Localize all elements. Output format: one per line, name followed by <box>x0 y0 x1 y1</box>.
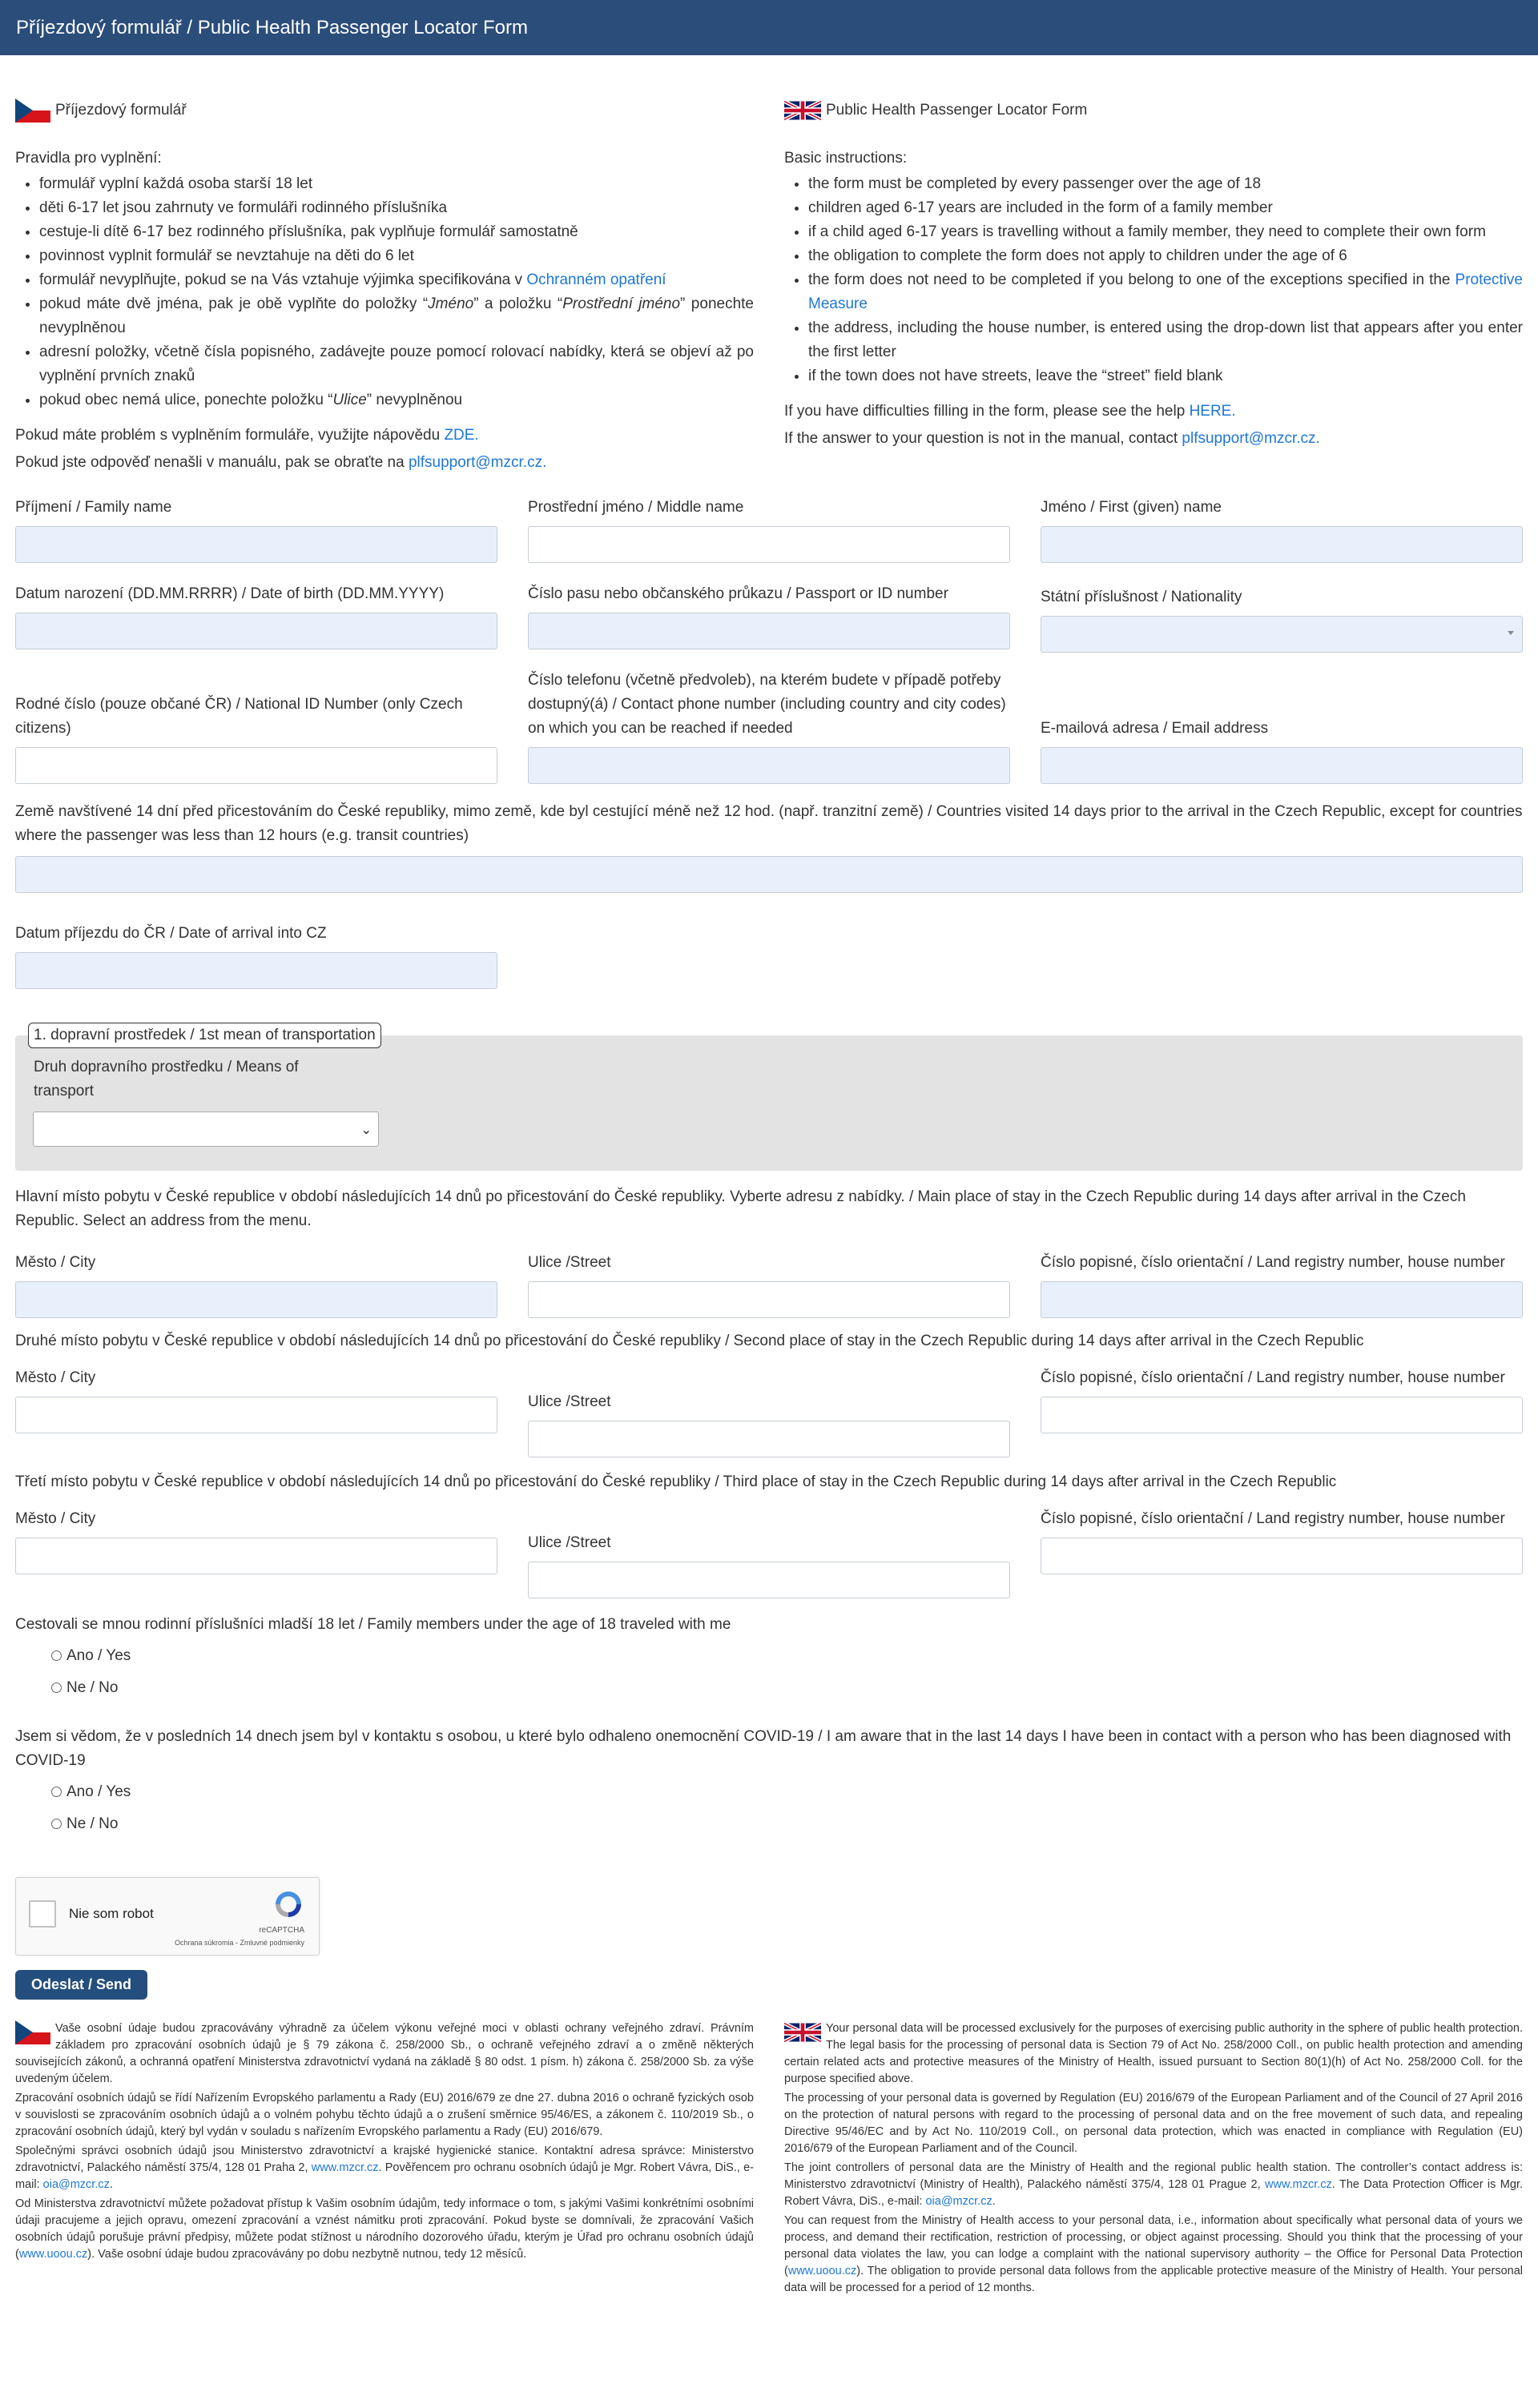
countries-label: Země navštívené 14 dní před přicestováním do České republiky, mimo země, kde byl cestující méně než 12 hod. (např. tranzitní země) / Countries visited 14 days prior to the arrival in the Czech Republic, except for countries where the passenger was less than 12 hours (e.g. transit countries) <box>15 803 1523 844</box>
uoou-link-en[interactable]: www.uoou.cz <box>787 2265 857 2277</box>
list-item: • adresní položky, včetně čísla popisného, zadávejte pouze pomocí rolovací nabídky, která se objeví až po vyplnění prvních znaků <box>39 340 754 388</box>
protective-measure-link-en[interactable]: Protective Measure <box>808 271 1523 312</box>
national-id-label: Rodné číslo (pouze občané ČR) / National ID Number (only Czech citizens) <box>15 696 463 737</box>
third-stay-label: Třetí místo pobytu v České republice v období následujících 14 dnů po přicestování do České republiky / Third place of stay in the Czech Republic during 14 days after arrival in the Czech Republic <box>15 1473 1337 1490</box>
radio-button[interactable] <box>51 1650 62 1661</box>
second-street-input[interactable] <box>528 1421 1010 1457</box>
second-city-input[interactable] <box>15 1397 497 1433</box>
countries-input[interactable] <box>15 856 1523 893</box>
email-label: E-mailová adresa / Email address <box>1041 720 1269 737</box>
support-email-link-cz[interactable]: plfsupport@mzcr.cz. <box>408 454 547 471</box>
passport-label: Číslo pasu nebo občanského průkazu / Passport or ID number <box>528 585 948 602</box>
radio-button[interactable] <box>51 1787 62 1797</box>
chevron-down-icon: ⌄ <box>360 1124 372 1137</box>
list-item: • if the town does not have streets, leave the “street” field blank <box>808 364 1523 388</box>
transport-type-select[interactable] <box>33 1112 379 1147</box>
main-house-no-input[interactable] <box>1041 1281 1523 1318</box>
third-street-input[interactable] <box>528 1562 1010 1598</box>
second-street-label: Ulice /Street <box>528 1393 611 1410</box>
uk-flag-icon <box>784 2020 821 2044</box>
uk-flag-icon <box>784 98 821 123</box>
list-item: • děti 6-17 let jsou zahrnuty ve formuláři rodinného příslušníka <box>39 196 754 220</box>
arrival-date-label: Datum příjezdu do ČR / Date of arrival into CZ <box>15 925 327 942</box>
czech-flag-icon <box>15 2020 50 2044</box>
recaptcha-label: Nie som robot <box>69 1906 154 1921</box>
third-city-input[interactable] <box>15 1538 497 1574</box>
third-house-no-label: Číslo popisné, číslo orientační / Land registry number, house number <box>1041 1510 1505 1527</box>
family-yes-option[interactable]: Ano / Yes <box>51 1640 1523 1672</box>
transport-type-label: Druh dopravního prostředku / Means of transport <box>34 1059 299 1099</box>
middle-name-label: Prostřední jméno / Middle name <box>528 499 744 516</box>
family-name-label: Příjmení / Family name <box>15 499 172 516</box>
dob-label: Datum narození (DD.MM.RRRR) / Date of birth (DD.MM.YYYY) <box>15 585 445 602</box>
list-item: • cestuje-li dítě 6-17 bez rodinného příslušníka, pak vyplňuje formulář samostatně <box>39 220 754 244</box>
list-item: • if a child aged 6-17 years is travelling without a family member, they need to complete their own form <box>808 220 1523 244</box>
radio-button[interactable] <box>51 1819 62 1829</box>
list-item: • the address, including the house number, is entered using the drop-down list that appears after you enter the first letter <box>808 316 1523 364</box>
nationality-label: Státní příslušnost / Nationality <box>1041 589 1242 605</box>
list-item: • pokud obec nemá ulice, ponechte položku “Ulice” nevyplněnou <box>39 388 754 412</box>
main-street-label: Ulice /Street <box>528 1254 611 1271</box>
recaptcha-icon <box>272 1889 304 1920</box>
main-house-no-label: Číslo popisné, číslo orientační / Land registry number, house number <box>1041 1254 1505 1271</box>
list-item: • the form must be completed by every passenger over the age of 18 <box>808 172 1523 196</box>
recaptcha-brand: reCAPTCHA <box>259 1926 304 1935</box>
dpo-email-link-cz[interactable]: oia@mzcr.cz <box>42 2178 110 2191</box>
first-name-input[interactable] <box>1041 526 1523 563</box>
covid-no-option[interactable]: Ne / No <box>51 1808 1523 1840</box>
second-house-no-input[interactable] <box>1041 1397 1523 1433</box>
mzcr-link-en[interactable]: www.mzcr.cz <box>1265 2178 1332 2191</box>
second-house-no-label: Číslo popisné, číslo orientační / Land registry number, house number <box>1041 1369 1505 1386</box>
nationality-select[interactable] <box>1041 616 1523 653</box>
support-email-link-en[interactable]: plfsupport@mzcr.cz. <box>1182 430 1320 447</box>
transport-fieldset <box>15 1027 1523 1171</box>
national-id-input[interactable] <box>15 747 497 784</box>
page-title: Příjezdový formulář / Public Health Passenger Locator Form <box>16 17 528 38</box>
dob-input[interactable] <box>15 613 497 649</box>
third-street-label: Ulice /Street <box>528 1534 611 1551</box>
third-house-no-input[interactable] <box>1041 1538 1523 1574</box>
transport-legend: 1. dopravní prostředek / 1st mean of transportation <box>28 1023 381 1048</box>
en-instructions: Public Health Passenger Locator Form Basic instructions: • the form must be completed by every passenger over the age of 18 • children aged 6-17 years are included in the form of a family member • if a child aged 6-17 years is travelling without a family member, they need to complete their own form • the obligation to complete the form does not apply to children under the age of 6 • the form does not need to be completed if you belong to one of the exceptions specified in the Protective Measure • the address, including the house number, is entered using the drop-down list that appears after you enter the first letter • if the town does not have streets, leave the “street” field blank If you have difficulties filling in the form, please see the help HERE. If the answer to your question is not in the manual, contact plfsupport@mzcr.cz. <box>784 55 1523 476</box>
family-name-input[interactable] <box>15 526 497 563</box>
list-item: • formulář nevyplňujte, pokud se na Vás vztahuje výjimka specifikována v Ochranném opatření <box>39 268 754 292</box>
cz-instructions: Příjezdový formulář Pravidla pro vyplnění: • formulář vyplní každá osoba starší 18 let • děti 6-17 let jsou zahrnuty ve formuláři rodinného příslušníka • cestuje-li dítě 6-17 bez rodinného příslušníka, pak vyplňuje formulář samostatně • povinnost vyplnit formulář se nevztahuje na děti do 6 let • formulář nevyplňujte, pokud se na Vás vztahuje výjimka specifikována v Ochranném opatření • pokud máte dvě jména, pak je obě vyplňte do položky “Jméno” a položku “Prostřední jméno” ponechte nevyplněnou • adresní položky, včetně čísla popisného, zadávejte pouze pomocí rolovací nabídky, která se objeví až po vyplnění prvních znaků • pokud obec nemá ulice, ponechte položku “Ulice” nevyplněnou Pokud máte problém s vyplněním formuláře, využijte nápovědu ZDE. Pokud jste odpověď nenašli v manuálu, pak se obraťte na plfsupport@mzcr.cz. <box>15 55 754 476</box>
covid-yes-option[interactable]: Ano / Yes <box>51 1776 1523 1808</box>
send-button[interactable]: Odeslat / Send <box>15 1970 147 2000</box>
en-privacy-notice: Your personal data will be processed exclusively for the purposes of exercising public authority in the sphere of public health protection. The legal basis for the processing of personal data is Section 79 of Act No. 258/2000 Coll., on public health protection and amending certain related acts and protective measures of the Ministry of Health, issued pursuant to Section 80(1)(h) of Act No. 258/2000 Coll. for the purpose specified above. The processing of your personal data is governed by Regulation (EU) 2016/679 of the European Parliament and of the Council of 27 April 2016 on the protection of natural persons with regard to the processing of personal data and on the free movement of such data, and repealing Directive 95/46/EC and by Act No. 110/2019 Coll., on personal data protection, which was enacted in compliance with Regulation (EU) 2016/679 of the European Parliament and of the Council. The joint controllers of personal data are the Ministry of Health and the regional public health station. The controller’s contact address is: Ministerstvo zdravotnictví (Ministry of Health), Palackého náměstí 375/4, 128 01 Prague 2, www.mzcr.cz. The Data Protection Officer is Mgr. Robert Vávra, DiS., e-mail: oia@mzcr.cz. You can request from the Ministry of Health access to your personal data, i.e., information about specifically what personal data of yours we process, and demand their rectification, restriction of processing, or object against processing. Should you think that the processing of your personal data violates the law, you can lodge a complaint with the national supervisory authority – the Office for Personal Data Protection (www.uoou.cz). The obligation to provide personal data follows from the applicable protective measure of the Ministry of Health. Your personal data will be processed for a period of 12 months. <box>784 2022 1523 2294</box>
help-link-en[interactable]: HERE. <box>1189 403 1236 420</box>
third-city-label: Město / City <box>15 1510 96 1527</box>
main-city-input[interactable] <box>15 1281 497 1318</box>
recaptcha-checkbox[interactable] <box>29 1900 56 1928</box>
list-item: • povinnost vyplnit formulář se nevztahuje na děti do 6 let <box>39 244 754 268</box>
second-city-label: Město / City <box>15 1369 96 1386</box>
mzcr-link-cz[interactable]: www.mzcr.cz <box>311 2161 379 2174</box>
phone-label: Číslo telefonu (včetně předvoleb), na kterém budete v případě potřeby dostupný(á) / Contact phone number (including country and city codes) on which you can be reached if needed <box>528 672 1006 737</box>
uoou-link-cz[interactable]: www.uoou.cz <box>18 2248 88 2261</box>
help-link-cz[interactable]: ZDE. <box>444 427 479 444</box>
recaptcha-terms-link[interactable]: Ochrana súkromia - Zmluvné podmienky <box>174 1939 304 1947</box>
list-item: • the obligation to complete the form does not apply to children under the age of 6 <box>808 244 1523 268</box>
list-item: • formulář vyplní každá osoba starší 18 let <box>39 172 754 196</box>
family-question-label: Cestovali se mnou rodinní příslušníci mladší 18 let / Family members under the age of 18 traveled with me <box>15 1616 731 1633</box>
list-item: • children aged 6-17 years are included in the form of a family member <box>808 196 1523 220</box>
family-no-option[interactable]: Ne / No <box>51 1672 1523 1704</box>
middle-name-input[interactable] <box>528 526 1010 563</box>
covid-question-label: Jsem si vědom, že v posledních 14 dnech jsem byl v kontaktu s osobou, u které bylo odhaleno onemocnění COVID-19 / I am aware that in the last 14 days I have been in contact with a person who has been diagnosed with COVID-19 <box>15 1728 1512 1769</box>
recaptcha-widget <box>15 1877 320 1956</box>
first-name-label: Jméno / First (given) name <box>1041 499 1222 516</box>
passport-input[interactable] <box>528 613 1010 649</box>
dpo-email-link-en[interactable]: oia@mzcr.cz <box>925 2195 992 2208</box>
arrival-date-input[interactable] <box>15 952 497 989</box>
protective-measure-link-cz[interactable]: Ochranném opatření <box>526 271 666 288</box>
cz-privacy-notice: Vaše osobní údaje budou zpracovávány výhradně za účelem výkonu veřejné moci v oblasti ochrany veřejného zdraví. Právním základem pro zpracování osobních údajů je § 79 zákona č. 258/2000 Sb., o ochraně veřejného zdraví a o změně některých souvisejících zákonů, a ochranná opatření Ministerstva zdravotnictví vydaná na základě § 80 odst. 1 písm. h) zákona č. 258/2000 Sb. za výše uvedeným účelem. Zpracování osobních údajů se řídí Nařízením Evropského parlamentu a Rady (EU) 2016/679 ze dne 27. dubna 2016 o ochraně fyzických osob v souvislosti se zpracováním osobních údajů a o volném pohybu těchto údajů a o zrušení směrnice 95/46/ES, a zákonem č. 110/2019 Sb., o zpracování osobních údajů, který byl vydán v souladu s nařízením Evropského parlamentu a Rady (EU) 2016/679. Společnými správci osobních údajů jsou Ministerstvo zdravotnictví a krajské hygienické stanice. Kontaktní adresa správce: Ministerstvo zdravotnictví, Palackého náměstí 375/4, 128 01 Praha 2, www.mzcr.cz. Pověřencem pro ochranu osobních údajů je Mgr. Robert Vávra, DiS., e-mail: oia@mzcr.cz. Od Ministerstva zdravotnictví můžete požadovat přístup k Vašim osobním údajům, tedy informace o tom, s jakými Vašimi konkrétními osobními údaji pracujeme a jejich opravu, omezení zpracování a vznést námitku proti zpracování. Pokud byste se domnívali, že zpracování Vašich osobních údajů porušuje právní předpisy, můžete podat stížnost u národního dozorového úřadu, kterým je Úřad pro ochranu osobních údajů (www.uoou.cz). Vaše osobní údaje budou zpracovávány po dobu nezbytně nutnou, tedy 12 měsíců. <box>15 2022 755 2261</box>
second-stay-label: Druhé místo pobytu v České republice v období následujících 14 dnů po přicestování do České republiky / Second place of stay in the Czech Republic during 14 days after arrival in the Czech Republic <box>15 1333 1364 1349</box>
radio-button[interactable] <box>51 1682 62 1693</box>
main-street-input[interactable] <box>528 1281 1010 1318</box>
list-item: • the form does not need to be completed if you belong to one of the exceptions specified in the Protective Measure <box>808 268 1523 316</box>
page-header <box>0 0 1538 55</box>
list-item: • pokud máte dvě jména, pak je obě vyplňte do položky “Jméno” a položku “Prostřední jméno” ponechte nevyplněnou <box>39 292 754 340</box>
main-city-label: Město / City <box>15 1254 96 1271</box>
czech-flag-icon <box>15 98 50 123</box>
main-stay-label: Hlavní místo pobytu v České republice v období následujících 14 dnů po přicestování do České republiky. Vyberte adresu z nabídky. / Main place of stay in the Czech Republic during 14 days after arrival in the Czech Republic. Select an address from the menu. <box>15 1188 1466 1229</box>
email-input[interactable] <box>1041 747 1523 784</box>
chevron-down-icon <box>1508 631 1514 635</box>
phone-input[interactable] <box>528 747 1010 784</box>
